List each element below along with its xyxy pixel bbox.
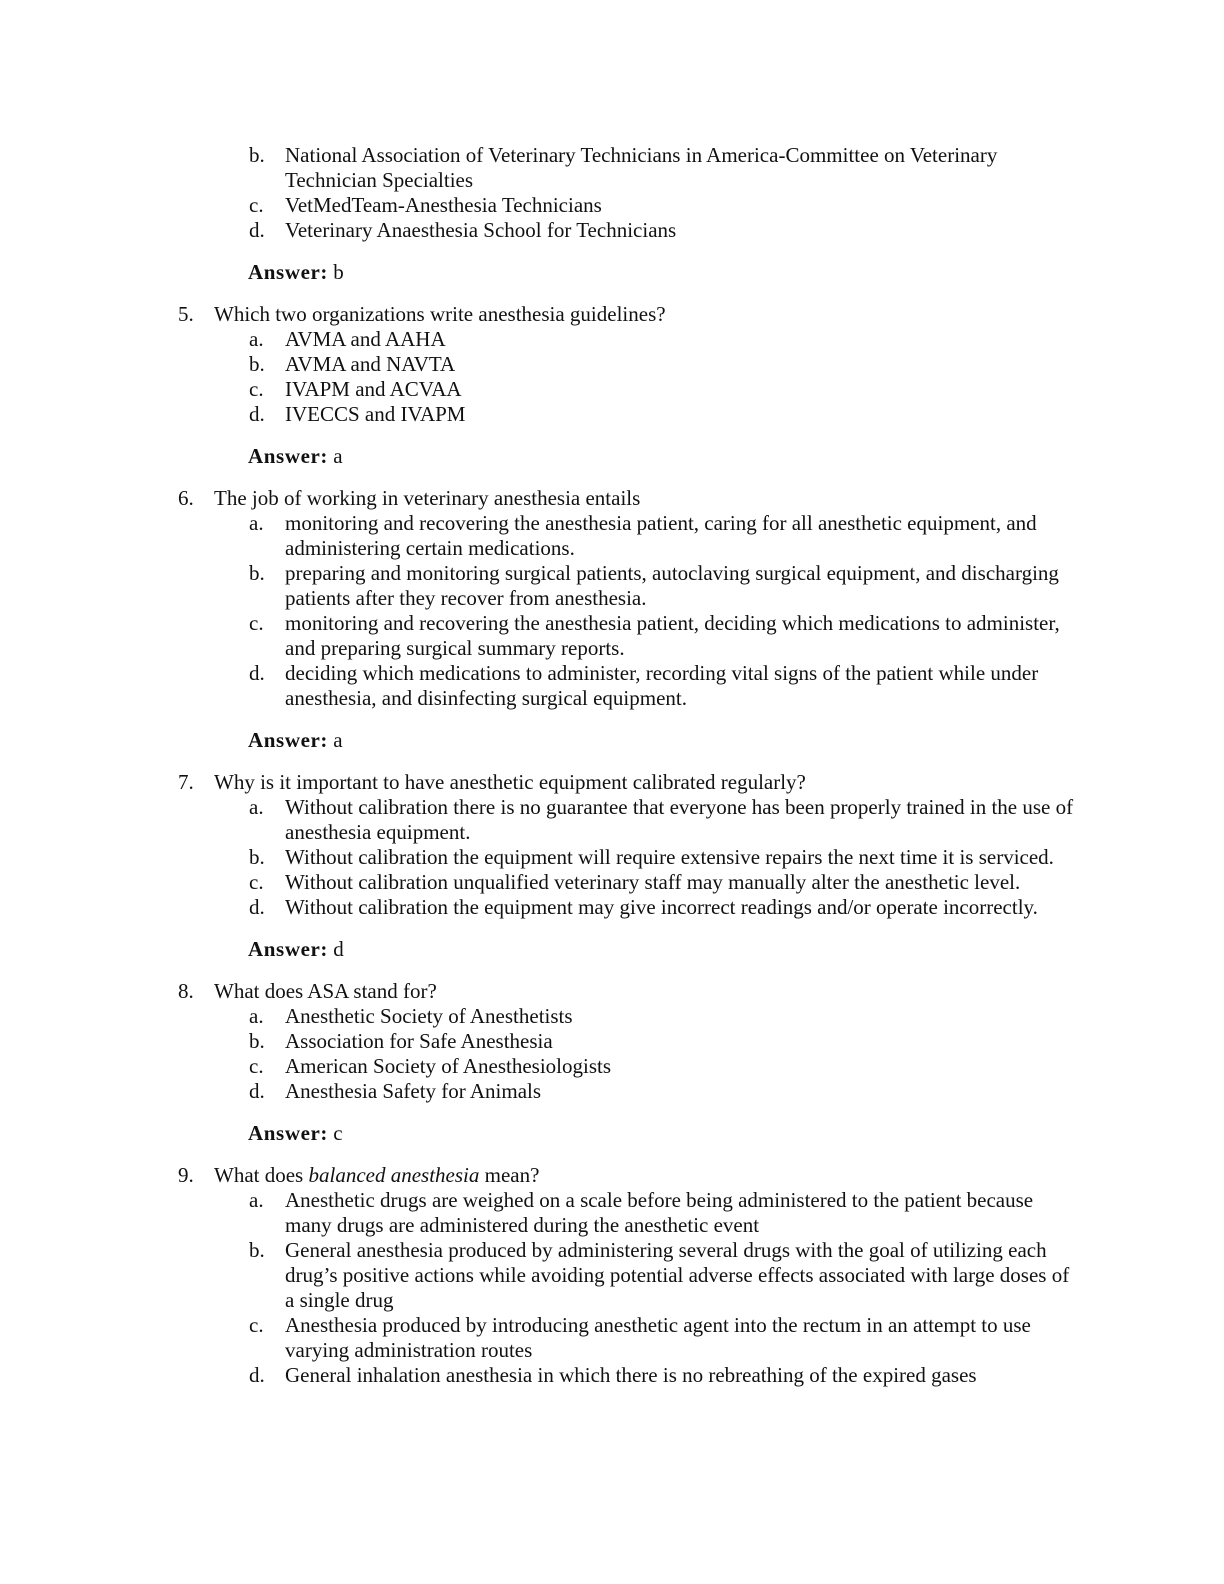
option-text: AVMA and AAHA — [285, 327, 446, 351]
option — [0, 1029, 1224, 1054]
option — [0, 1238, 1224, 1313]
option — [0, 377, 1224, 402]
answer-value: d — [333, 937, 344, 961]
question-7 — [0, 770, 1224, 962]
question-text: Which two organizations write anesthesia guidelines? — [214, 302, 666, 326]
option-list — [0, 1188, 1224, 1388]
option-text: IVAPM and ACVAA — [285, 377, 462, 401]
option-letter: d. — [249, 895, 265, 919]
answer-label: Answer: — [248, 937, 329, 961]
option — [0, 143, 1224, 193]
option-letter: a. — [249, 327, 264, 351]
option-text: VetMedTeam-Anesthesia Technicians — [285, 193, 602, 217]
option-text: monitoring and recovering the anesthesia patient, caring for all anesthetic equipment, and administering certain medications. — [285, 511, 1037, 560]
option-letter: a. — [249, 1188, 264, 1212]
option-letter: c. — [249, 193, 264, 217]
option-letter: c. — [249, 1054, 264, 1078]
question-text: What does ASA stand for? — [214, 979, 437, 1003]
option — [0, 845, 1224, 870]
option — [0, 1079, 1224, 1104]
option-text: preparing and monitoring surgical patients, autoclaving surgical equipment, and discharging patients after they recover from anesthesia. — [285, 561, 1059, 610]
option-text: American Society of Anesthesiologists — [285, 1054, 612, 1078]
option-text: Anesthesia produced by introducing anesthetic agent into the rectum in an attempt to use varying administration routes — [285, 1313, 1031, 1362]
option-letter: d. — [249, 661, 265, 685]
question-number: 9. — [178, 1163, 194, 1187]
option-letter: b. — [249, 1238, 265, 1262]
option-text: deciding which medications to administer, recording vital signs of the patient while under anesthesia, and disinfecting surgical equipment. — [285, 661, 1039, 710]
question-text-before: What does — [214, 1163, 309, 1187]
option-list — [0, 795, 1224, 920]
question-stem — [0, 979, 1224, 1004]
option — [0, 561, 1224, 611]
option-text: AVMA and NAVTA — [285, 352, 456, 376]
question-stem — [0, 770, 1224, 795]
option-letter: c. — [249, 1313, 264, 1337]
option-list — [0, 511, 1224, 711]
option-list — [0, 1004, 1224, 1104]
question-text: Why is it important to have anesthetic equipment calibrated regularly? — [214, 770, 806, 794]
option — [0, 870, 1224, 895]
option — [0, 661, 1224, 711]
question-6 — [0, 486, 1224, 753]
question-stem — [0, 1163, 1224, 1188]
option — [0, 895, 1224, 920]
option-letter: b. — [249, 143, 265, 167]
option — [0, 218, 1224, 243]
question-text-italic: balanced anesthesia — [308, 1163, 480, 1187]
option-letter: c. — [249, 377, 264, 401]
answer-line — [0, 444, 1224, 469]
question-number: 8. — [178, 979, 194, 1003]
option-text: Anesthetic Society of Anesthetists — [285, 1004, 573, 1028]
answer-value: c — [333, 1121, 343, 1145]
option-text: Association for Safe Anesthesia — [285, 1029, 553, 1053]
answer-value: a — [333, 728, 343, 752]
answer-line — [0, 260, 1224, 285]
option — [0, 611, 1224, 661]
option-text: National Association of Veterinary Technicians in America-Committee on Veterinary Technician Specialties — [285, 143, 998, 192]
option-letter: c. — [249, 611, 264, 635]
option-text: General inhalation anesthesia in which there is no rebreathing of the expired gases — [285, 1363, 977, 1387]
option — [0, 1054, 1224, 1079]
answer-label: Answer: — [248, 1121, 329, 1145]
option-letter: b. — [249, 845, 265, 869]
option — [0, 1313, 1224, 1363]
option-letter: a. — [249, 795, 264, 819]
answer-value: b — [333, 260, 344, 284]
option — [0, 1363, 1224, 1388]
answer-label: Answer: — [248, 444, 329, 468]
option-letter: d. — [249, 1079, 265, 1103]
option — [0, 795, 1224, 845]
answer-label: Answer: — [248, 260, 329, 284]
answer-line — [0, 937, 1224, 962]
option-letter: d. — [249, 1363, 265, 1387]
question-number: 6. — [178, 486, 194, 510]
option — [0, 327, 1224, 352]
option — [0, 193, 1224, 218]
question-text: The job of working in veterinary anesthesia entails — [214, 486, 641, 510]
option-text: Without calibration unqualified veterinary staff may manually alter the anesthetic level. — [285, 870, 1021, 894]
question-8 — [0, 979, 1224, 1146]
option — [0, 402, 1224, 427]
answer-line — [0, 1121, 1224, 1146]
option-text: General anesthesia produced by administering several drugs with the goal of utilizing each drug’s positive actions while avoiding potential adverse effects associated with large doses of a single drug — [285, 1238, 1070, 1312]
option-text: Without calibration there is no guarantee that everyone has been properly trained in the use of anesthesia equipment. — [285, 795, 1074, 844]
option — [0, 1188, 1224, 1238]
option-text: IVECCS and IVAPM — [285, 402, 466, 426]
question-stem — [0, 486, 1224, 511]
option-letter: c. — [249, 870, 264, 894]
option-letter: b. — [249, 561, 265, 585]
option-list — [0, 327, 1224, 427]
option-text: Without calibration the equipment will require extensive repairs the next time it is serviced. — [285, 845, 1054, 869]
answer-label: Answer: — [248, 728, 329, 752]
option — [0, 1004, 1224, 1029]
option-text: Veterinary Anaesthesia School for Technicians — [285, 218, 677, 242]
question-9 — [0, 1163, 1224, 1388]
option-text: monitoring and recovering the anesthesia patient, deciding which medications to administer, and preparing surgical summary reports. — [285, 611, 1060, 660]
question-number: 5. — [178, 302, 194, 326]
answer-line — [0, 728, 1224, 753]
option-letter: b. — [249, 1029, 265, 1053]
option-letter: a. — [249, 1004, 264, 1028]
option-text: Anesthetic drugs are weighed on a scale before being administered to the patient because many drugs are administered during the anesthetic event — [285, 1188, 1034, 1237]
option-text: Anesthesia Safety for Animals — [285, 1079, 542, 1103]
question-stem — [0, 302, 1224, 327]
question-text-after: mean? — [479, 1163, 540, 1187]
question-5 — [0, 302, 1224, 469]
option-text: Without calibration the equipment may give incorrect readings and/or operate incorrectly. — [285, 895, 1038, 919]
answer-value: a — [333, 444, 343, 468]
question-number: 7. — [178, 770, 194, 794]
option-letter: a. — [249, 511, 264, 535]
option — [0, 511, 1224, 561]
option-letter: d. — [249, 402, 265, 426]
option-letter: b. — [249, 352, 265, 376]
continued-options — [0, 143, 1224, 243]
page-content — [0, 143, 1224, 1388]
option-letter: d. — [249, 218, 265, 242]
option — [0, 352, 1224, 377]
